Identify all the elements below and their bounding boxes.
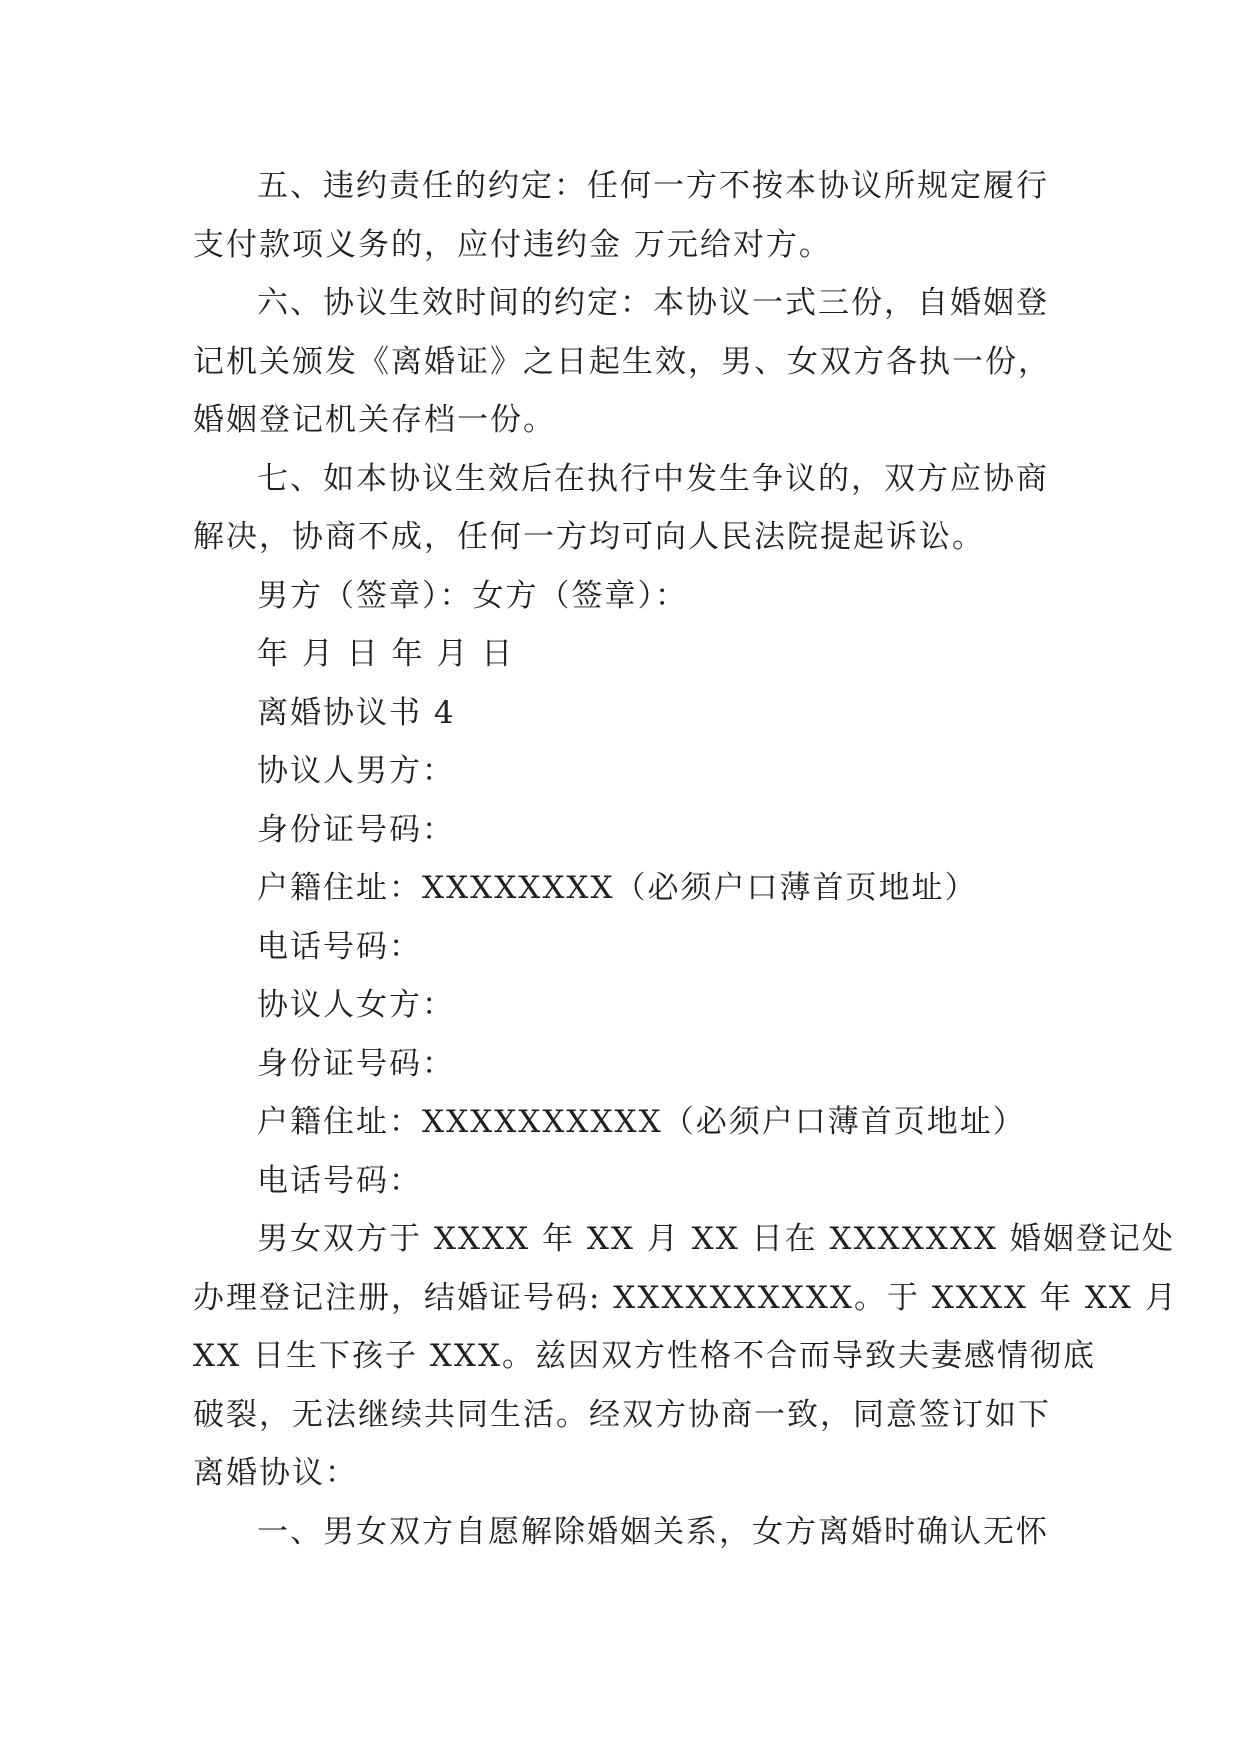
- section-title: 离婚协议书 4: [257, 694, 456, 731]
- field-label: 协议人女方：: [257, 987, 455, 1023]
- text-line: 支付款项义务的，应付违约金 万元给对方。: [193, 226, 832, 263]
- text-line: 离婚协议：: [193, 1455, 358, 1491]
- field-label: 户籍住址：XXXXXXXXXX（必须户口薄首页地址）: [257, 1104, 1026, 1140]
- signature-line: 男方（签章）：女方（签章）：: [257, 577, 688, 614]
- field-label: 协议人男方：: [257, 753, 455, 789]
- text-line: 婚姻登记机关存档一份。: [193, 402, 556, 438]
- text-line: 男女双方于 XXXX 年 XX 月 XX 日在 XXXXXXX 婚姻登记处: [257, 1221, 1175, 1257]
- field-label: 身份证号码：: [257, 811, 455, 848]
- text-line: 办理登记注册，结婚证号码: XXXXXXXXXX。于 XXXX 年 XX 月: [193, 1279, 1178, 1316]
- text-line: XX 日生下孩子 XXX。兹因双方性格不合而导致夫妻感情彻底: [193, 1338, 1097, 1374]
- text-line: 六、协议生效时间的约定：本协议一式三份，自婚姻登: [257, 285, 1049, 321]
- text-line: 记机关颁发《离婚证》之日起生效，男、女双方各执一份，: [193, 343, 1051, 380]
- text-line: 五、违约责任的约定：任何一方不按本协议所规定履行: [257, 168, 1049, 204]
- text-line: 七、如本协议生效后在执行中发生争议的，双方应协商: [257, 460, 1049, 497]
- text-line: 解决，协商不成，任何一方均可向人民法院提起诉讼。: [193, 519, 985, 555]
- text-line: 一、男女双方自愿解除婚姻关系，女方离婚时确认无怀: [257, 1513, 1049, 1550]
- field-label: 户籍住址：XXXXXXXX（必须户口薄首页地址）: [257, 870, 978, 906]
- field-label: 电话号码：: [257, 928, 422, 965]
- document-body: [193, 157, 1178, 1561]
- date-line: 年 月 日 年 月 日: [257, 636, 515, 672]
- field-label: 身份证号码：: [257, 1045, 455, 1082]
- text-line: 破裂，无法继续共同生活。经双方协商一致，同意签订如下: [193, 1396, 1051, 1433]
- field-label: 电话号码：: [257, 1162, 422, 1199]
